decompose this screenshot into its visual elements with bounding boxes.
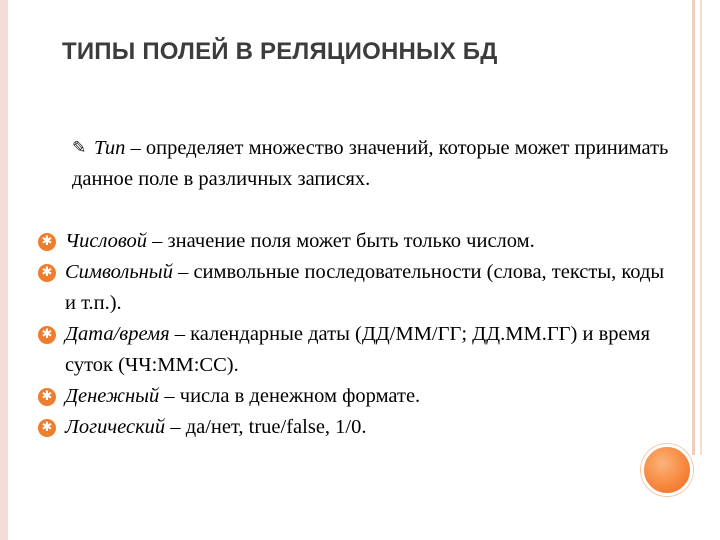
star-bullet-icon: ✱	[38, 326, 56, 344]
list-item-text: – да/нет, true/false, 1/0.	[165, 416, 367, 438]
list-item-character	[38, 257, 678, 319]
list-item-term: Денежный	[65, 385, 160, 407]
star-bullet-icon: ✱	[38, 233, 56, 251]
left-border-decoration	[0, 0, 8, 540]
list-item-text: – символьные последовательности (слова, тексты, коды и т.п.).	[65, 261, 665, 314]
field-types-list	[38, 226, 678, 443]
list-item-term: Символьный	[65, 261, 173, 283]
star-bullet-icon: ✱	[38, 264, 56, 282]
definition-term: Тип	[94, 137, 126, 159]
definition-paragraph	[72, 132, 672, 195]
definition-text: – определяет множество значений, которые может принимать данное поле в различных записях.	[72, 137, 669, 190]
orange-circle-decoration	[641, 444, 693, 496]
list-item-text: – числа в денежном формате.	[159, 385, 421, 407]
list-item-datetime	[38, 319, 678, 381]
right-border-line-secondary	[700, 0, 702, 455]
star-bullet-icon: ✱	[38, 388, 56, 406]
list-item-logical	[38, 412, 678, 443]
slide-title: ТИПЫ ПОЛЕЙ В РЕЛЯЦИОННЫХ БД	[62, 38, 498, 65]
list-item-text: – календарные даты (ДД/ММ/ГГ; ДД.ММ.ГГ) и время суток (ЧЧ:ММ:СС).	[65, 323, 651, 376]
list-item-term: Дата/время	[65, 323, 170, 345]
list-item-text: – значение поля может быть только числом.	[147, 230, 535, 252]
right-border-line	[692, 0, 695, 455]
list-item-term: Логический	[65, 416, 166, 438]
list-item-currency	[38, 381, 678, 412]
list-item-numeric	[38, 226, 678, 257]
star-bullet-icon: ✱	[38, 419, 56, 437]
list-item-term: Числовой	[65, 230, 148, 252]
pencil-icon: ✎	[72, 138, 87, 157]
